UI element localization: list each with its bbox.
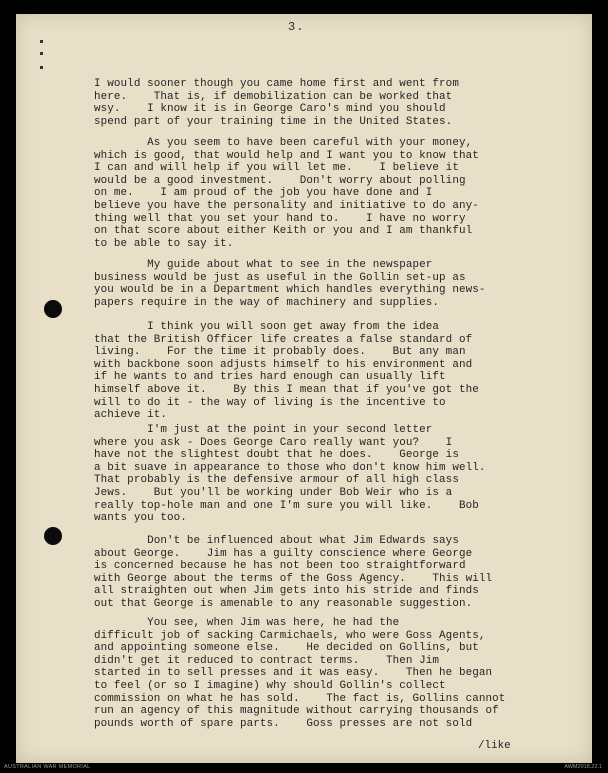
punch-hole xyxy=(44,527,62,545)
archive-credit: AUSTRALIAN WAR MEMORIAL xyxy=(4,764,91,770)
text-line: business would be just as useful in the Gollin set-up as xyxy=(94,271,466,284)
text-line: on me. I am proud of the job you have done and I xyxy=(94,187,433,200)
text-line: My guide about what to see in the newspaper xyxy=(94,259,433,271)
text-line: I would sooner though you came home first and went from xyxy=(94,78,459,90)
text-line: to feel (or so I imagine) why should Gollin's collect xyxy=(94,679,446,692)
text-line: out that George is amenable to any reasonable suggestion. xyxy=(94,597,473,610)
catchword: /like xyxy=(478,740,511,752)
paragraph xyxy=(94,259,486,309)
text-line: I'm just at the point in your second letter xyxy=(94,424,433,436)
text-line: difficult job of sacking Carmichaels, who were Goss Agents, xyxy=(94,629,486,642)
text-line: didn't get it reduced to contract terms. Then Jim xyxy=(94,654,440,667)
punch-hole xyxy=(44,300,62,318)
text-line: wants you too. xyxy=(94,512,187,525)
margin-mark xyxy=(40,66,43,69)
text-line: which is good, that would help and I want you to know that xyxy=(94,149,479,162)
paragraph xyxy=(94,321,479,422)
text-line: and appointing someone else. He decided on Gollins, but xyxy=(94,642,479,655)
text-line: You see, when Jim was here, he had the xyxy=(94,617,400,629)
text-line: all straighten out when Jim gets into his stride and finds xyxy=(94,585,479,598)
text-line: thing well that you set your hand to. I have no worry xyxy=(94,212,466,225)
text-line: believe you have the personality and initiative to do any- xyxy=(94,199,479,212)
text-line: started in to sell presses and it was easy. Then he began xyxy=(94,667,493,680)
text-line: Don't be influenced about what Jim Edwards says xyxy=(94,535,459,547)
paragraph xyxy=(94,424,486,525)
text-line: spend part of your training time in the United States. xyxy=(94,115,453,128)
text-line: pounds worth of spare parts. Goss presses are not sold xyxy=(94,717,473,730)
text-line: to be able to say it. xyxy=(94,237,234,250)
text-line: you would be in a Department which handles everything news- xyxy=(94,284,486,297)
text-line: here. That is, if demobilization can be worked that xyxy=(94,90,453,103)
text-line: would be a good investment. Don't worry about polling xyxy=(94,174,466,187)
text-line: living. For the time it probably does. But any man xyxy=(94,346,466,359)
text-line: I can and will help if you will let me. I believe it xyxy=(94,162,459,175)
paragraph xyxy=(94,535,492,611)
paragraph xyxy=(94,617,505,730)
page-number: 3. xyxy=(288,20,305,34)
text-line: that the British Officer life creates a false standard of xyxy=(94,333,473,346)
text-line: will to do it - the way of living is the incentive to xyxy=(94,396,446,409)
margin-mark xyxy=(40,52,43,55)
text-line: That probably is the defensive armour of all high class xyxy=(94,474,459,487)
text-line: commission on what he has sold. The fact is, Gollins cannot xyxy=(94,692,506,705)
text-line: if he wants to and tries hard enough can usually lift xyxy=(94,371,446,384)
margin-mark xyxy=(40,40,43,43)
paragraph xyxy=(94,137,479,250)
text-line: himself above it. By this I mean that if you've got the xyxy=(94,383,479,396)
text-line: As you seem to have been careful with your money, xyxy=(94,137,473,149)
paragraph xyxy=(94,78,459,128)
text-line: wsy. I know it is in George Caro's mind you should xyxy=(94,103,446,116)
text-line: Jews. But you'll be working under Bob Weir who is a xyxy=(94,486,453,499)
text-line: with backbone soon adjusts himself to his environment and xyxy=(94,358,473,371)
text-line: run an agency of this magnitude without carrying thousands of xyxy=(94,705,499,718)
text-line: have not the slightest doubt that he does. George is xyxy=(94,449,459,462)
text-line: I think you will soon get away from the idea xyxy=(94,321,440,333)
archive-reference: AWM2018.22.1 xyxy=(564,764,602,770)
text-line: with George about the terms of the Goss Agency. This will xyxy=(94,572,493,585)
text-line: achieve it. xyxy=(94,409,167,422)
text-line: really top-hole man and one I'm sure you will like. Bob xyxy=(94,499,479,512)
text-line: about George. Jim has a guilty conscience where George xyxy=(94,547,473,560)
text-line: is concerned because he has not been too straightforward xyxy=(94,560,466,573)
text-line: where you ask - Does George Caro really want you? I xyxy=(94,436,453,449)
text-line: a bit suave in appearance to those who don't know him well. xyxy=(94,461,486,474)
text-line: on that score about either Keith or you and I am thankful xyxy=(94,225,473,238)
text-line: papers require in the way of machinery and supplies. xyxy=(94,296,440,309)
